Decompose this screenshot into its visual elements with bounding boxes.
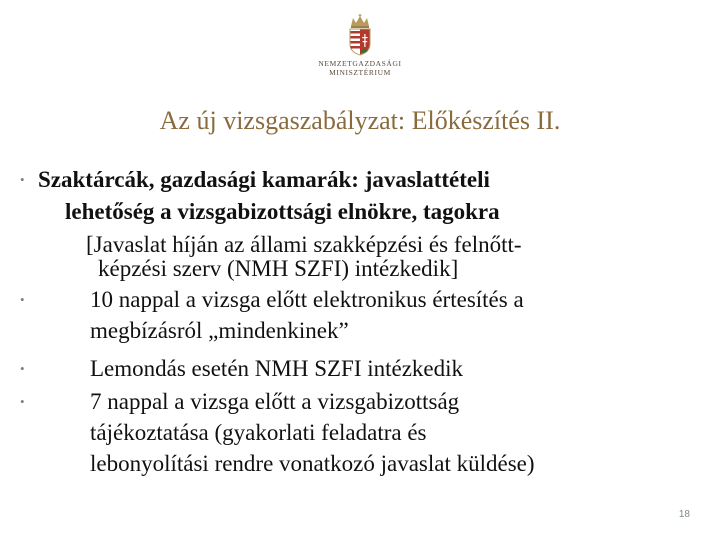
ministry-name-line1: NEMZETGAZDASÁGI	[318, 59, 402, 68]
bullet-marker: •	[20, 361, 25, 376]
bullet-3-line-1: Lemondás esetén NMH SZFI intézkedik	[90, 356, 464, 381]
coat-of-arms-icon	[347, 14, 373, 56]
bullet-marker: •	[20, 394, 25, 409]
bullet-1-line-3: [Javaslat híján az állami szakképzési és felnőtt-	[86, 232, 522, 257]
bullet-marker: •	[20, 292, 25, 307]
bullet-2-line-2: megbízásról „mindenkinek”	[90, 318, 349, 343]
ministry-logo	[318, 14, 402, 77]
ministry-name	[318, 59, 402, 77]
bullet-4-line-1: 7 nappal a vizsga előtt a vizsgabizottság	[90, 389, 460, 414]
bullet-2-line-1: 10 nappal a vizsga előtt elektronikus értesítés a	[90, 287, 524, 312]
bullet-1-line-2: lehetőség a vizsgabizottsági elnökre, tagokra	[65, 199, 500, 224]
bullet-4-line-3: lebonyolítási rendre vonatkozó javaslat küldése)	[90, 451, 535, 476]
page-number: 18	[678, 509, 690, 520]
bullet-marker: •	[20, 172, 25, 187]
ministry-name-line2: MINISZTÉRIUM	[329, 68, 391, 77]
bullet-4-line-2: tájékoztatása (gyakorlati feladatra és	[90, 420, 427, 445]
bullet-1-line-1: Szaktárcák, gazdasági kamarák: javaslattételi	[38, 167, 490, 192]
slide-title: Az új vizsgaszabályzat: Előkészítés II.	[159, 106, 561, 135]
bullet-1-line-4: képzési szerv (NMH SZFI) intézkedik]	[98, 256, 459, 281]
